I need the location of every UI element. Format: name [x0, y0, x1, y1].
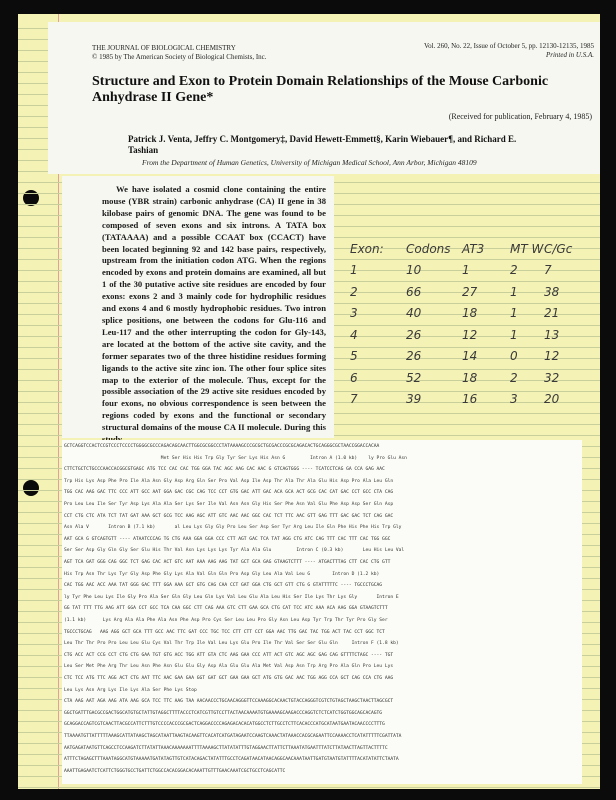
- notes-cell: 10: [406, 263, 422, 278]
- notes-cell: 13: [544, 327, 560, 342]
- binder-hole-bottom: [23, 480, 39, 496]
- sequence-line: GG TAT TTT TTG AAG ATT GGA CCT GCC TCA CAA GGC CTT CAG AAA GTC CTT GAA GCA CTG CAT TCC ATC AAA ACA AAG GGA GTAAGTCTTT: [64, 606, 388, 612]
- notes-cell: 1: [510, 284, 518, 299]
- notes-cell: 7: [350, 392, 358, 407]
- notes-cell: 12: [544, 349, 560, 364]
- printed-info: Printed in U.S.A.: [545, 51, 594, 59]
- notes-cell: 12: [462, 327, 478, 342]
- sequence-line: TGCCCTGCAG AAG AGG GCT GCA TTT GCC AAC TTC GAT CCC TGC TCC CTT CTT CCT GGA AAC TTG GAC TAC TGG ACT TAC CCT GGC TCT: [64, 629, 385, 635]
- sequence-line: CTA AAG AAT AGA AAG ATA AAG GCA TCC TTC AAG TAA AACAACCCTGCAACAGGGTTCCAAAGGCACAACTGTACCAGGGTCGTCTGTAGCTAAGCTAACTTAGCGCT: [64, 699, 394, 705]
- notes-cell: 52: [406, 370, 422, 385]
- notes-cell: 3: [350, 306, 358, 321]
- notes-cell: 26: [406, 327, 422, 342]
- notes-header-cell: MT W: [510, 241, 544, 256]
- sequence-line: CAC TGG AAC ACC AAA TAT GGG GAC TTT GGA AAA GCT GTG CAG CAA CCT GAT GGA CTG GCT GTT CTG G GTATTTTTC ---- TGCCCTGCAG: [64, 583, 383, 589]
- notes-row: [350, 389, 590, 411]
- authors: Patrick J. Venta, Jeffry C. Montgomery‡, David Hewett-Emmett§, Karin Wiebauer¶, and Richard E. Tashian: [128, 134, 517, 155]
- sequence-line: GGCTGATTTGACGCCGACTGGCATGTGCTATTGTAGGCTTTTACCCTCATCGTTGTCCTTACTAACAAAATGTGAAAAGCAAGACCCAGGTCTCTCATCTGGTGGCAGCACAGTG: [64, 710, 383, 716]
- notes-cell: 0: [510, 349, 518, 364]
- volume-info: Vol. 260, No. 22, Issue of October 5, pp. 12130-12135, 1985: [424, 42, 594, 50]
- sequence-line: CTTCTGCTCTGCCCAACCACGGCGTGAGC ATG TCC CAC CAC TGG GGA TAC AGC AAG CAC AAC G GTCAGTGGG ---- TCATCCTCAG GA CCA GAG AAC: [64, 467, 385, 473]
- notes-cell: 3: [510, 392, 518, 407]
- sequence-line: GCAGGACCAGTCGTCAACTTACGCCATTCTTTGTCCCCACCCGCGACTCAGGACCCCAGAGACACACATGGCCTCTTGCCTCTTCACACCCATGCATAATGAATACAACCCCTTTG: [64, 722, 385, 728]
- sequence-line: His Trp Asn Thr Lys Tyr Gly Asp Phe Gly Lys Ala Val Gln Gln Pro Asp Gly Leu Ala Val Leu G Intron D (1.2 kb): [64, 571, 380, 577]
- notes-row: [350, 324, 590, 346]
- notes-header-cell: C/Gc: [544, 241, 573, 256]
- sequence-line: Pro Leu Leu Ile Ser Tyr Asp Lys Ala Ala Ser Lys Ser Ile Val Asn Asn Gly His Ser Phe Asn Val Glu Phe Asp Asp Ser Gln Asp: [64, 502, 394, 507]
- sequence-line: CCT CTG CTC ATA TCT TAT GAT AAA GCT GCG TCC AAG AGC ATT GTC AAC AAC GGC CAC TCT TTC AAC GTT GAG TTT GAC GAC TCT CAG GAC: [64, 513, 394, 519]
- sequence-line: Met Ser His His Trp Gly Tyr Ser Lys His Asn G Intron A (1.0 kb) ly Pro Glu Asn: [64, 455, 407, 461]
- notes-cell: 40: [406, 306, 422, 321]
- notes-cell: 38: [544, 284, 560, 299]
- sequence-line: Leu Thr Thr Pro Pro Leu Leu Glu Cys Val Thr Trp Ile Val Leu Lys Glu Pro Ile Thr Val Ser Ser Glu Gln Intron F (1.8 kb): [64, 641, 399, 647]
- journal-block: [92, 44, 267, 62]
- notes-cell: 1: [510, 327, 518, 342]
- ruled-line: [18, 787, 600, 788]
- notes-cell: 5: [350, 349, 358, 364]
- sequence-line: AGT TCA GAT GGG CAG GGC TCT GAG CAC ACT GTC AAT AAA AAG AAG TAT GCT GCA GAG GTAAGTCTTT ---- ATGACTTTAG CTT CAC CTG GTT: [64, 560, 391, 565]
- sequence-line: Trp His Lys Asp Phe Pro Ile Ala Asn Gly Asp Arg Gln Ser Pro Val Asp Ile Asp Thr Ala Thr Ala Glu His Asp Pro Ala Leu Gln: [64, 478, 394, 484]
- notes-cell: 26: [406, 349, 422, 364]
- article-title: Structure and Exon to Protein Domain Relationships of the Mouse Carbonic Anhydrase II Gene*: [92, 74, 549, 105]
- sequence-line: AAATTGAGAATCTCATTCTGGGTGCCTGATTCTGGCCACACGGACACAAATTGTTTGAACAAATCGCTGCCTCAGCATTC: [64, 768, 286, 774]
- sequence-line: Asn Ala V Intron B (7.1 kb) al Leu Lys Gly Gly Pro Leu Ser Asp Ser Tyr Arg Leu Ile Gln Phe His Phe His Trp Gly: [64, 525, 402, 531]
- notes-cell: 1: [510, 306, 518, 321]
- sequence-line: CTG ACC ACT CCG CCT CTG CTG GAA TGT GTG ACC TGG ATT GTA CTC AAG GAA CCC ATT ACT GTC AGC AGC GAG CAG GTTTTCTAGC ---- TGT: [64, 652, 394, 658]
- notes-row: [350, 346, 590, 368]
- notes-cell: 2: [510, 370, 518, 385]
- sequence-line: AAT GCA G GTCAGTGTT ---- ATAATCCCAG TG CTG AAA GGA GGA CCC CTT AGT GAC TCA TAT AGG CTG ATC CAG TTT CAC TTT CAC TGG GGC: [64, 536, 391, 542]
- notes-cell: 4: [350, 327, 358, 342]
- sequence-line: CTC TCC ATG TTC AGG ACT CTG AAT TTC AAC GAA GAA GGT GAT GCT GAA GAA GCT ATG GTG GAC AAC TGG AGG CCA GCT CAG CCA CTG AAG: [64, 676, 394, 681]
- notes-cell: 2: [510, 263, 518, 278]
- sequence-line: Leu Lys Asn Arg Lys Ile Lys Ala Ser Phe Lys Stop: [64, 687, 197, 693]
- notes-header-cell: AT3: [462, 241, 485, 256]
- volume-block: [424, 42, 594, 60]
- sequence-line: Leu Ser Met Phe Arg Thr Leu Asn Phe Asn Glu Glu Gly Asp Ala Glu Glu Ala Met Val Asp Asn Trp Arg Pro Ala Gln Pro Leu Lys: [64, 664, 394, 670]
- sequence-line: AATGAGATAATGTTCAGCCTCCAAGATCTTATATTAAACAAAAAAATTTTAAAAGCTTATATATTTGTAGGAACTTATTCTTAAATATGAATTTATCTTATAACTTAGTTACTTTTC: [64, 745, 388, 751]
- notes-cell: 21: [544, 306, 560, 321]
- notes-row: [350, 281, 590, 303]
- notes-header-cell: Codons: [406, 241, 451, 256]
- notes-header-row: [350, 238, 590, 260]
- notes-header-cell: Exon:: [350, 241, 384, 256]
- sequence-line: Ser Ser Asp Gly Gln Gly Ser Glu His Thr Val Asn Lys Lys Lys Tyr Ala Ala Glu Intron C (0.3 kb) Leu His Leu Val: [64, 548, 405, 554]
- sequence-line: ATTTCTAGAGCTTTAAATAGGCATGTAAAAATGATATAGTTGTCATACAGACTATATTTGCCTCAGATAACATAACAGGCAACAAATAATTGATGTAATGTATTTTACATATATTCTAATA: [64, 757, 399, 763]
- sequence-line: TGG CAC AAG GAC TTC CCC ATT GCC AAT GGA GAC CGC CAG TCC CCT GTG GAC ATT GAC ACA GCA ACT GCG CAC CAT GAC CCT GCC CTA CAG: [64, 490, 394, 496]
- notes-row: [350, 367, 590, 389]
- journal-copyright: © 1985 by The American Society of Biological Chemists, Inc.: [92, 53, 267, 61]
- abstract-clipping: [62, 176, 334, 438]
- journal-name: THE JOURNAL OF BIOLOGICAL CHEMISTRY: [92, 44, 236, 52]
- sequence-line: (1.1 kb) Lys Arg Ala Ala Phe Ala Asn Phe Asp Pro Cys Ser Leu Leu Pro Gly Asn Leu Asp Tyr Trp Thr Tyr Pro Gly Ser: [64, 618, 388, 623]
- notes-row: [350, 260, 590, 282]
- notes-cell: 18: [462, 370, 478, 385]
- notes-cell: 18: [462, 306, 478, 321]
- notes-cell: 66: [406, 284, 422, 299]
- sequence-line: TTAAAATGTTATTTTTAAAGCATTATAAGCTAGCATAATTAAGTACAAGTTCACATCATGATAGAATCCAAGTCAAACTATAAACCACGCAGAATTCCAAAACCTCATATTTTTCGATTATA: [64, 734, 402, 739]
- sequence-figure-clipping: [62, 440, 582, 784]
- sequence-line: ly Tyr Phe Leu Lys Ile Gly Pro Ala Ser Gln Gly Leu Gln Lys Val Leu Glu Ala Leu His Ser Ile Lys Thr Lys Gly Intron E: [64, 594, 399, 600]
- notes-cell: 2: [350, 284, 358, 299]
- notes-cell: 32: [544, 370, 560, 385]
- notes-cell: 1: [462, 263, 470, 278]
- affiliation: From the Department of Human Genetics, University of Michigan Medical School, Ann Arbor, Michigan 48109: [142, 158, 477, 167]
- notes-cell: 39: [406, 392, 422, 407]
- abstract-text: We have isolated a cosmid clone containing the entire mouse (YBR strain) carbonic anhydrase (CA) II gene in 38 kilobase pairs of genomic DNA. The gene was found to be composed of seven exons and six introns. A TATA box (TATAAAA) and a possible CCAAT box (CCACT) have been located beginning 92 and 142 base pairs, respectively, upstream from the initiation codon ATG. When the regions encoded by exons and protein domains are examined, all but 1 of the 30 putative active site residues are encoded by four exons: exons 2 and 3 mainly code for hydrophilic residues and exons 4 and 6 mostly hydrophobic residues. Two intron splice positions, one between the codons for Glu-116 and Leu-117 and the other interrupting the codon for Gly-143, are located at the bottom of the active site cavity, and the former separates two of the three histidine residues forming ligands to the active site zinc ion. The other four splice sites map to the exterior of the molecule. Thus, except for the possible association of the 29 active site residues encoded by four exons, no obvious correspondence is seen between the regions coded by exons and the functional or secondary structural domains of the mouse CA II molecule. During this: [102, 184, 326, 433]
- notes-cell: 27: [462, 284, 478, 299]
- notes-cell: 14: [462, 349, 478, 364]
- received-date: (Received for publication, February 4, 1985): [448, 112, 592, 121]
- handwritten-exon-table: [350, 238, 590, 410]
- notes-row: [350, 303, 590, 325]
- notes-cell: 16: [462, 392, 478, 407]
- sequence-line: GCTCAGGTCCACTCCGTCCCTCCCCTGGGGCGCCCAGACAGCAACTTGGCGCGGCCCTATAAAAGCCCGCGCTGCGACCCGCGCAGACACTGCAGGGCGCTAACCGGACCACAA: [64, 444, 380, 449]
- notes-cell: 1: [350, 263, 358, 278]
- notes-cell: 7: [544, 263, 552, 278]
- notes-cell: 6: [350, 370, 358, 385]
- notes-cell: 20: [544, 392, 560, 407]
